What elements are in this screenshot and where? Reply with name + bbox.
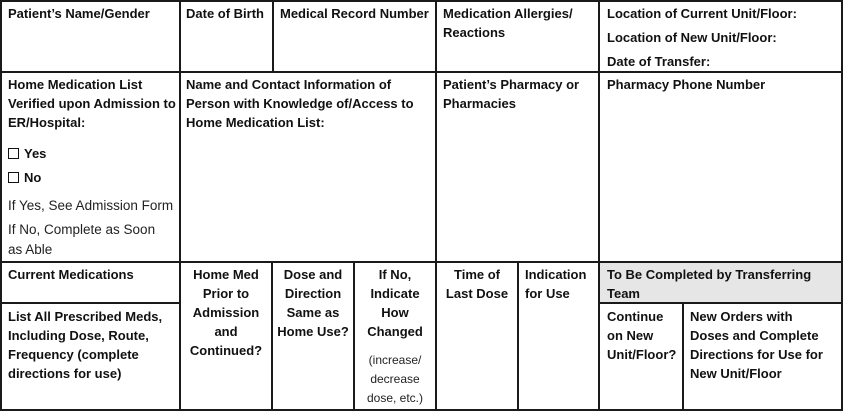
new-orders-line3: Directions for Use for [690,347,823,362]
col-divider-d [598,0,600,411]
dose-dir-line3: Same as [286,305,340,320]
allergies-label-line1: Medication Allergies/ [443,6,573,21]
pharmacy-label-line1: Patient’s Pharmacy or [443,77,580,92]
col-divider-c [435,0,437,411]
continue-line3: Unit/Floor? [607,347,677,362]
row-divider-1 [0,71,843,73]
if-no-changed-line4: Changed [367,324,423,339]
if-no-changed-line3: How [381,305,409,320]
pharmacy-label-line2: Pharmacies [443,96,516,111]
dob-label: Date of Birth [186,6,264,21]
indication-line2: for Use [525,286,570,301]
dose-dir-line4: Home Use? [277,324,349,339]
dose-dir-line1: Dose and [283,267,343,282]
home-med-line4: and [214,324,238,339]
time-last-line1: Time of [454,267,500,282]
if-no-changed-line1: If No, [378,267,412,282]
current-meds-label: Current Medications [8,267,134,282]
yes-checkbox[interactable] [8,148,19,159]
col-divider-b [272,0,274,72]
if-no-changed-line2: Indicate [370,286,420,301]
new-orders-line1: New Orders with [690,309,793,324]
list-all-line4: directions for use) [8,366,122,381]
dose-dir-line2: Direction [284,286,342,301]
continue-line1: Continue [607,309,664,324]
home-med-line2: Prior to [202,286,250,301]
home-list-label-line1: Home Medication List [8,77,143,92]
current-meds-divider [0,302,181,304]
home-med-line5: Continued? [189,343,263,358]
list-all-line3: Frequency (complete [8,347,139,362]
location-new-label: Location of New Unit/Floor: [607,30,777,45]
transferring-line1: To Be Completed by Transferring [607,267,812,282]
yes-option[interactable] [8,144,46,163]
mrn-label: Medical Record Number [280,6,429,21]
if-no-text-line1: If No, Complete as Soon [8,222,156,237]
if-no-note-line2: decrease [370,372,420,386]
contact-label-line2: Person with Knowledge of/Access to [186,96,414,111]
no-label: No [24,170,42,185]
list-all-line2: Including Dose, Route, [8,328,149,343]
home-med-line3: Admission [192,305,260,320]
home-list-label-line3: ER/Hospital: [8,115,86,130]
if-no-note-line1: (increase/ [368,353,422,367]
contact-label-line3: Home Medication List: [186,115,325,130]
col-divider-g [517,261,519,411]
continue-line2: on New [607,328,654,343]
home-list-label-line2: Verified upon Admission to [8,96,176,111]
patient-name-label: Patient’s Name/Gender [8,6,150,21]
no-checkbox[interactable] [8,172,19,183]
time-last-line2: Last Dose [445,286,509,301]
border-top [0,0,843,2]
if-no-note-line3: dose, etc.) [366,391,424,405]
border-left [0,0,2,411]
if-no-text-line2: as Able [8,242,53,257]
new-orders-line4: New Unit/Floor [690,366,782,381]
no-option[interactable] [8,168,41,187]
date-transfer-label: Date of Transfer: [607,54,711,69]
indication-line1: Indication [525,267,587,282]
row-divider-2 [0,261,843,263]
pharmacy-phone-label: Pharmacy Phone Number [607,77,766,92]
contact-label-line1: Name and Contact Information of [186,77,392,92]
new-orders-line2: Doses and Complete [690,328,819,343]
allergies-label-line2: Reactions [443,25,506,40]
yes-label: Yes [24,146,47,161]
list-all-line1: List All Prescribed Meds, [8,309,163,324]
home-med-line1: Home Med [193,267,259,282]
col-divider-h [682,302,684,411]
location-current-label: Location of Current Unit/Floor: [607,6,797,21]
transferring-line2: Team [607,286,640,301]
if-yes-text: If Yes, See Admission Form [8,198,174,213]
